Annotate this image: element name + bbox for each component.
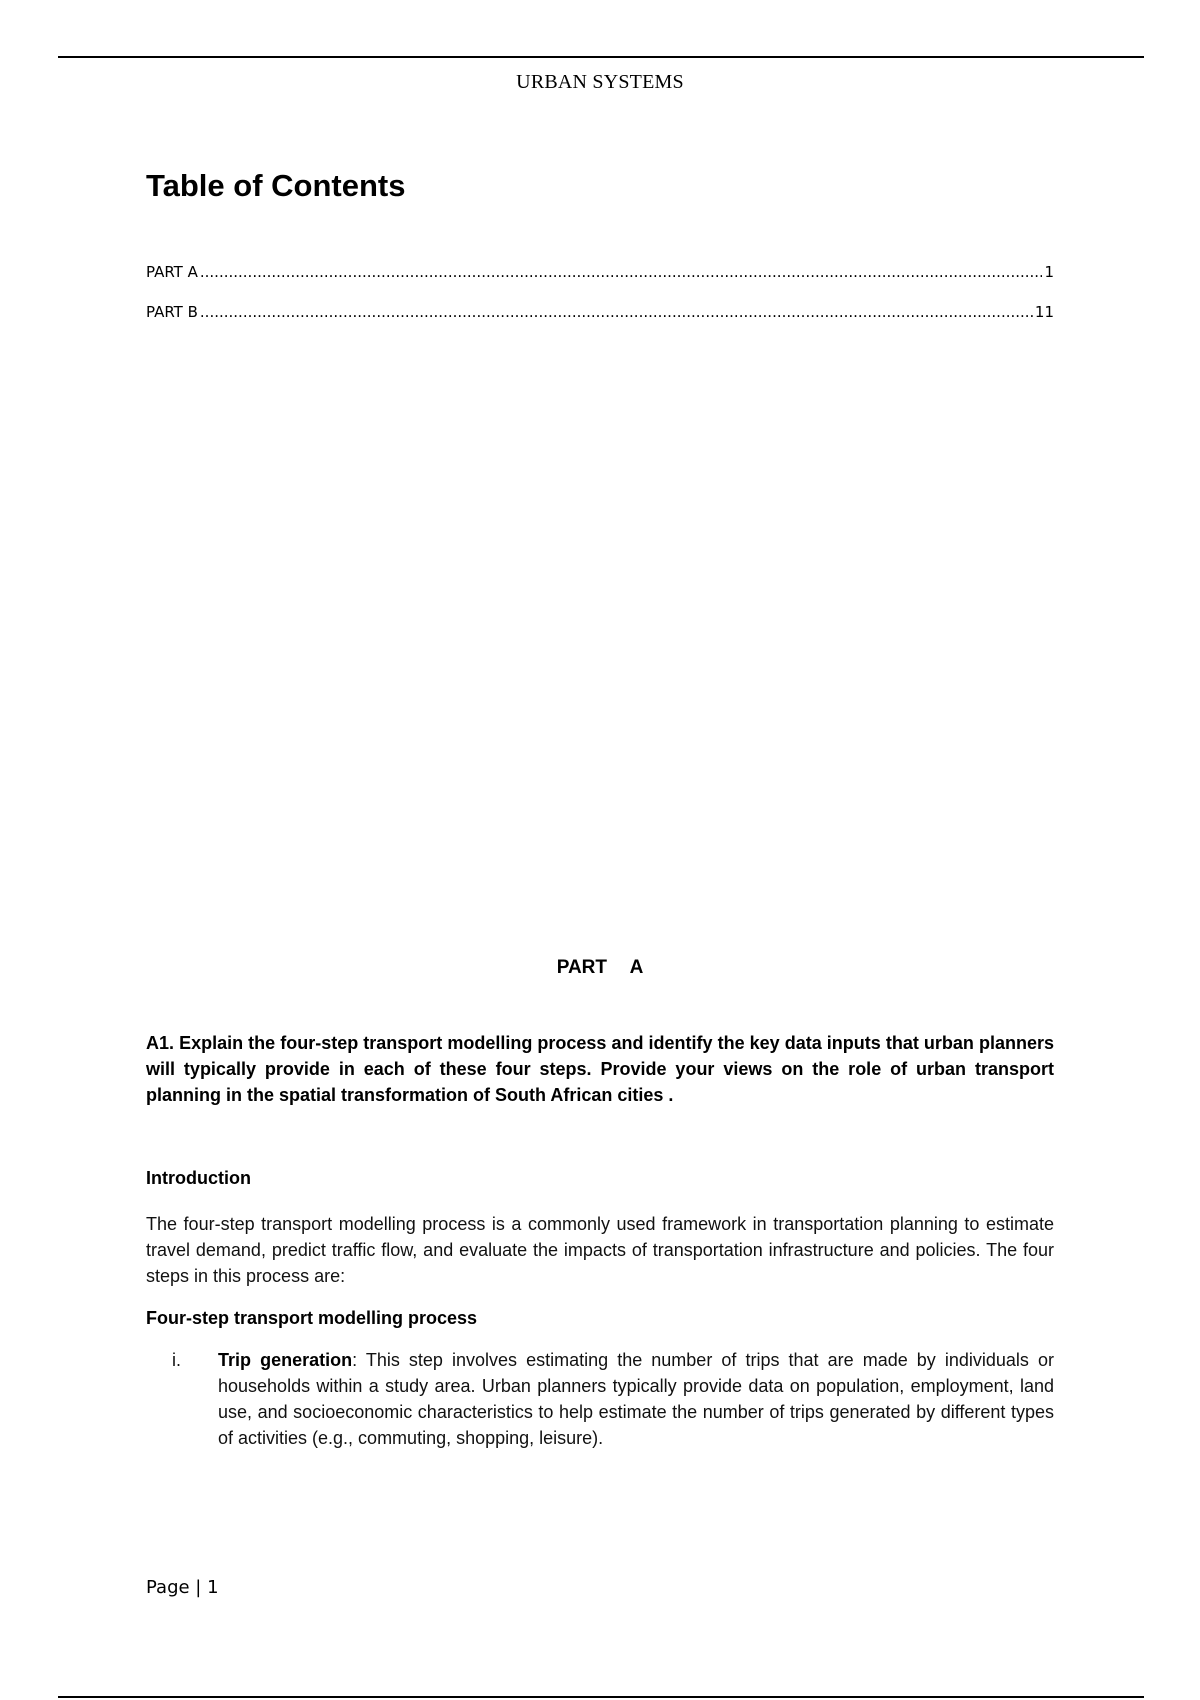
footer-rule <box>58 1696 1144 1698</box>
toc-heading: Table of Contents <box>146 168 406 203</box>
list-marker: i. <box>172 1350 181 1370</box>
toc-entry-label: PART A <box>146 263 198 281</box>
toc-entry-label: PART B <box>146 303 198 321</box>
part-a-heading: PART A <box>556 957 644 978</box>
toc-entry-part-a[interactable] <box>146 263 1054 303</box>
toc-dot-leader <box>200 263 1043 281</box>
page-number: Page | 1 <box>146 1577 219 1598</box>
toc-entry-part-b[interactable] <box>146 303 1054 343</box>
list-item <box>146 1347 1054 1451</box>
toc-entry-page: 11 <box>1034 303 1054 321</box>
running-header: URBAN SYSTEMS <box>516 71 684 93</box>
introduction-heading: Introduction <box>146 1168 251 1188</box>
header-rule <box>58 56 1144 58</box>
toc-entry-page: 1 <box>1044 263 1054 281</box>
question-a1: A1. Explain the four-step transport modelling process and identify the key data inputs that urban planners will typically provide in each of these four steps. Provide your views on the role of urban transport planning in the spatial transformation of South African cities . <box>146 1033 1054 1105</box>
introduction-paragraph: The four-step transport modelling process is a commonly used framework in transportation planning to estimate travel demand, predict traffic flow, and evaluate the impacts of transportation infrastructure and policies. The four steps in this process are: <box>146 1214 1054 1286</box>
list-item-body <box>218 1347 1054 1451</box>
list-item-text: : This step involves estimating the number of trips that are made by individuals or households within a study area. Urban planners typically provide data on population, employment, land use, and socioeconomic characteristics to help estimate the number of trips generated by different types of activities (e.g., commuting, shopping, leisure). <box>218 1350 1054 1448</box>
list-item-title: Trip generation <box>218 1350 353 1370</box>
table-of-contents <box>146 263 1054 343</box>
toc-dot-leader <box>200 303 1033 321</box>
process-heading: Four-step transport modelling process <box>146 1308 478 1328</box>
